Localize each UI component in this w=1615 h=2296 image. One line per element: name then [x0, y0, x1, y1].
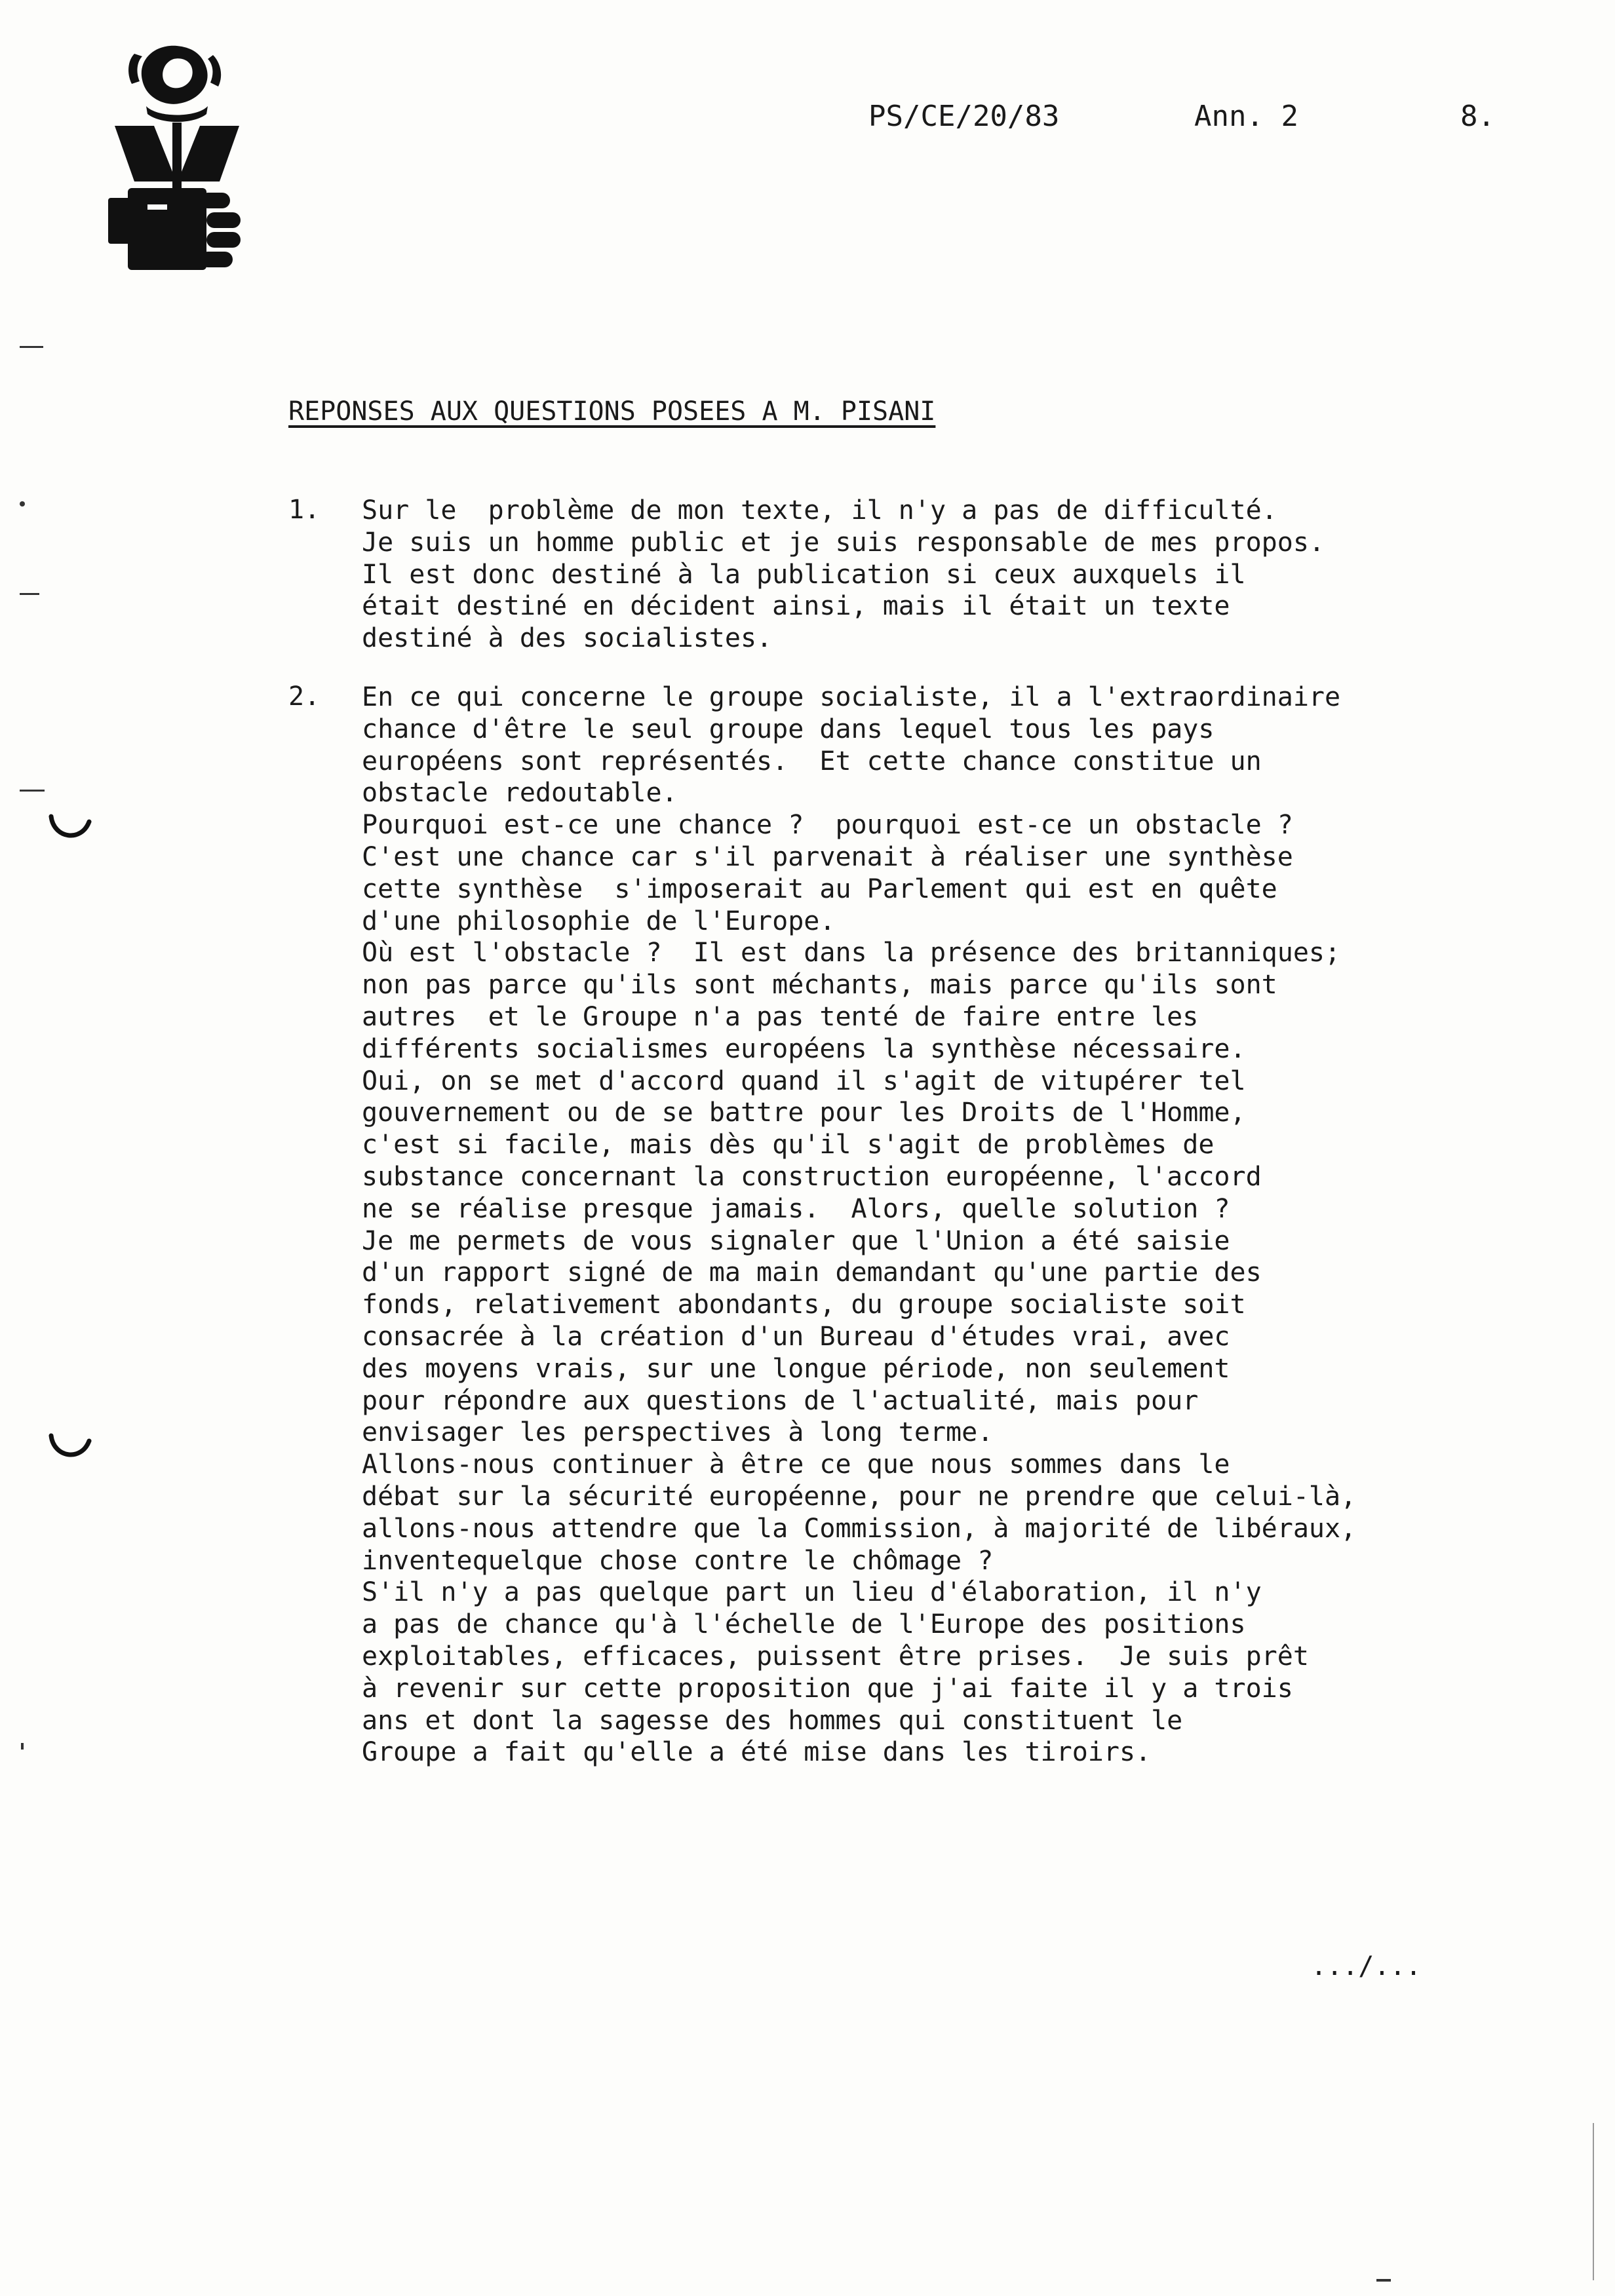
paragraph-number: 2. — [288, 681, 321, 712]
paragraph-text — [362, 681, 1356, 1769]
text-line: ans et dont la sagesse des hommes qui constituent le — [362, 1705, 1183, 1736]
scan-mark — [20, 346, 43, 348]
text-line: C'est une chance car s'il parvenait à réaliser une synthèse — [362, 841, 1293, 872]
text-line: chance d'être le seul groupe dans lequel tous les pays — [362, 714, 1215, 744]
text-line: Je me permets de vous signaler que l'Union a été saisie — [362, 1225, 1230, 1256]
scan-mark — [20, 501, 25, 507]
document-title: REPONSES AUX QUESTIONS POSEES A M. PISANI — [288, 396, 936, 427]
text-line: non pas parce qu'ils sont méchants, mais parce qu'ils sont — [362, 970, 1277, 1001]
text-line: cette synthèse s'imposerait au Parlement qui est en quête — [362, 873, 1277, 904]
text-line: c'est si facile, mais dès qu'il s'agit de problèmes de — [362, 1130, 1215, 1160]
text-line: fonds, relativement abondants, du groupe socialiste soit — [362, 1290, 1246, 1320]
text-line: exploitables, efficaces, puissent être prises. Je suis prêt — [362, 1641, 1309, 1672]
text-line: destiné à des socialistes. — [362, 623, 773, 654]
text-line: débat sur la sécurité européenne, pour ne prendre que celui-là, — [362, 1481, 1357, 1512]
text-line: Sur le problème de mon texte, il n'y a pas de difficulté. — [362, 495, 1277, 526]
scan-mark — [20, 593, 39, 595]
text-line: pour répondre aux questions de l'actualité, mais pour — [362, 1385, 1199, 1416]
continuation-mark: .../... — [1311, 1951, 1422, 1981]
text-line: autres et le Groupe n'a pas tenté de faire entre les — [362, 1001, 1199, 1032]
text-line: ne se réalise presque jamais. Alors, quelle solution ? — [362, 1193, 1230, 1224]
punch-hole-mark — [47, 1432, 93, 1464]
text-line: Il est donc destiné à la publication si ceux auxquels il — [362, 559, 1246, 590]
paragraph-number: 1. — [288, 495, 321, 525]
text-line: Pourquoi est-ce une chance ? pourquoi est-ce un obstacle ? — [362, 810, 1293, 841]
text-line: des moyens vrais, sur une longue période, non seulement — [362, 1353, 1230, 1384]
rose-icon — [128, 46, 221, 122]
text-line: Je suis un homme public et je suis responsable de mes propos. — [362, 527, 1325, 558]
text-line: à revenir sur cette proposition que j'ai faite il y a trois — [362, 1673, 1293, 1704]
text-line: gouvernement ou de se battre pour les Droits de l'Homme, — [362, 1098, 1246, 1128]
text-line: Groupe a fait qu'elle a été mise dans les tiroirs. — [362, 1737, 1152, 1768]
text-line: substance concernant la construction européenne, l'accord — [362, 1161, 1262, 1192]
text-line: était destiné en décident ainsi, mais il était un texte — [362, 591, 1230, 622]
paragraph-text — [362, 495, 1325, 655]
punch-hole-mark — [47, 813, 93, 845]
text-line: d'une philosophie de l'Europe. — [362, 906, 836, 936]
rose-in-fist-logo — [108, 41, 246, 277]
text-line: allons-nous attendre que la Commission, à majorité de libéraux, — [362, 1513, 1357, 1544]
text-line: différents socialismes européens la synthèse nécessaire. — [362, 1033, 1246, 1064]
text-line: obstacle redoutable. — [362, 778, 678, 809]
text-line: a pas de chance qu'à l'échelle de l'Europe des positions — [362, 1609, 1246, 1640]
scan-mark — [21, 1743, 24, 1750]
scan-mark — [1376, 2279, 1391, 2282]
scan-mark — [20, 790, 45, 792]
text-line: Allons-nous continuer à être ce que nous sommes dans le — [362, 1449, 1230, 1480]
fist-icon — [108, 188, 241, 270]
text-line: En ce qui concerne le groupe socialiste, il a l'extraordinaire — [362, 682, 1341, 712]
annex-label: Ann. 2 — [1194, 100, 1298, 133]
text-line: S'il n'y a pas quelque part un lieu d'élaboration, il n'y — [362, 1577, 1262, 1608]
text-line: européens sont représentés. Et cette chance constitue un — [362, 746, 1262, 776]
text-line: envisager les perspectives à long terme. — [362, 1417, 994, 1448]
text-line: inventequelque chose contre le chômage ? — [362, 1545, 994, 1576]
text-line: d'un rapport signé de ma main demandant qu'une partie des — [362, 1257, 1262, 1288]
leaves-icon — [115, 123, 239, 188]
text-line: Oui, on se met d'accord quand il s'agit de vitupérer tel — [362, 1065, 1246, 1096]
page-number: 8. — [1460, 100, 1495, 133]
scan-mark — [1593, 2123, 1594, 2280]
text-line: consacrée à la création d'un Bureau d'études vrai, avec — [362, 1321, 1230, 1352]
document-reference: PS/CE/20/83 — [868, 100, 1060, 133]
text-line: Où est l'obstacle ? Il est dans la présence des britanniques; — [362, 938, 1341, 968]
